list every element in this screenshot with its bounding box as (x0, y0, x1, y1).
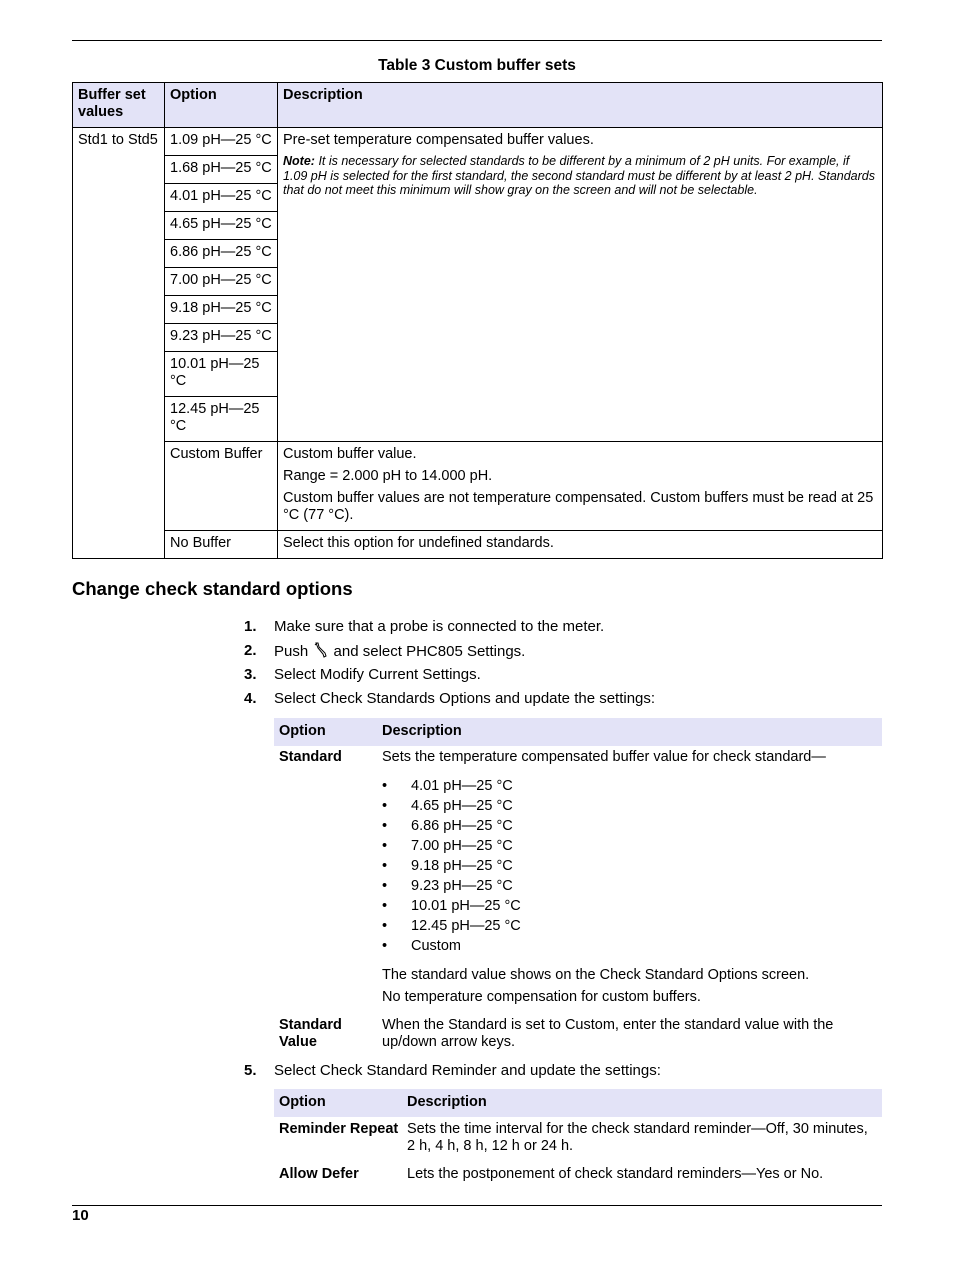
option-cell: 9.23 pH—25 °C (165, 324, 278, 352)
reminder-repeat-label: Reminder Repeat (279, 1121, 399, 1137)
section-title: Change check standard options (72, 578, 353, 599)
standard-value-item: 7.00 pH—25 °C (411, 838, 513, 854)
custom-description-cell (278, 442, 883, 531)
bullet: • (382, 778, 388, 794)
note-text: It is necessary for selected standards to be different by a minimum of 2 pH units. For example, if 1.09 pH is selected for the first standard, the second standard must be different by at least 2 pH. Standards that do not meet this minimum will show gray on the screen and will not be selectable. (283, 154, 875, 197)
header-option: Option (165, 83, 278, 128)
step-number: 1. (244, 618, 257, 635)
standard-value-item: Custom (411, 938, 461, 954)
table-caption: Table 3 Custom buffer sets (378, 57, 576, 74)
preset-description: Pre-set temperature compensated buffer values. (283, 132, 594, 148)
option-cell: 1.09 pH—25 °C (165, 128, 278, 156)
note-label: Note: (283, 154, 315, 168)
table-row (73, 442, 883, 531)
bullet: • (382, 918, 388, 934)
description-cell: Select this option for undefined standards. (278, 531, 883, 559)
standard-value-item: 6.86 pH—25 °C (411, 818, 513, 834)
header-option: Option (279, 1094, 326, 1110)
standard-value-item: 4.65 pH—25 °C (411, 798, 513, 814)
standard-value-item: 4.01 pH—25 °C (411, 778, 513, 794)
wrench-icon (314, 642, 327, 662)
standard-label: Standard (279, 749, 342, 765)
header-description: Description (382, 723, 462, 739)
header-description: Description (407, 1094, 487, 1110)
header-description: Description (278, 83, 883, 128)
custom-desc-line: Custom buffer values are not temperature compensated. Custom buffers must be read at 25 °C (77 °C). (283, 490, 874, 523)
option-cell: 7.00 pH—25 °C (165, 268, 278, 296)
standard-value-description: When the Standard is set to Custom, enter the standard value with the up/down arrow keys. (382, 1017, 834, 1050)
page-number: 10 (72, 1207, 89, 1224)
header-option: Option (279, 723, 326, 739)
standard-description: Sets the temperature compensated buffer value for check standard— (382, 749, 826, 765)
table-header-row (274, 718, 882, 746)
bullet: • (382, 858, 388, 874)
standard-value-item: 9.18 pH—25 °C (411, 858, 513, 874)
step-text: Make sure that a probe is connected to the meter. (274, 618, 605, 635)
step-text: Select Check Standard Reminder and update the settings: (274, 1062, 661, 1079)
custom-desc-line: Custom buffer value. (283, 446, 417, 462)
reminder-table (274, 1089, 882, 1189)
step-text (274, 642, 525, 662)
option-cell: 12.45 pH—25 °C (165, 397, 278, 442)
option-cell: Custom Buffer (165, 442, 278, 531)
table-row (73, 128, 883, 156)
custom-buffer-table (72, 82, 883, 559)
step-number: 4. (244, 690, 257, 707)
option-cell: 4.01 pH—25 °C (165, 184, 278, 212)
step-text: Select Modify Current Settings. (274, 666, 481, 683)
standard-value-label: Standard Value (279, 1017, 342, 1050)
bullet: • (382, 798, 388, 814)
option-cell: No Buffer (165, 531, 278, 559)
step-text-before: Push (274, 643, 309, 660)
top-rule (72, 40, 882, 41)
table-header-row (274, 1089, 882, 1117)
option-cell: 4.65 pH—25 °C (165, 212, 278, 240)
allow-defer-label: Allow Defer (279, 1166, 359, 1182)
standard-value-item: 12.45 pH—25 °C (411, 918, 521, 934)
reminder-repeat-description: Sets the time interval for the check standard reminder—Off, 30 minutes, 2 h, 4 h, 8 h, 12 h or 24 h. (407, 1121, 868, 1154)
table-header-row (73, 83, 883, 128)
standard-note: The standard value shows on the Check Standard Options screen. (382, 967, 810, 983)
step-number: 3. (244, 666, 257, 683)
option-cell: 1.68 pH—25 °C (165, 156, 278, 184)
note (283, 154, 877, 198)
step-number: 2. (244, 642, 257, 659)
standard-note: No temperature compensation for custom buffers. (382, 989, 701, 1005)
bullet: • (382, 818, 388, 834)
allow-defer-description: Lets the postponement of check standard reminders—Yes or No. (407, 1166, 824, 1182)
buffer-set-cell: Std1 to Std5 (73, 128, 165, 559)
option-cell: 9.18 pH—25 °C (165, 296, 278, 324)
bullet: • (382, 878, 388, 894)
option-cell: 6.86 pH—25 °C (165, 240, 278, 268)
step-text: Select Check Standards Options and update the settings: (274, 690, 656, 707)
preset-description-cell (278, 128, 883, 442)
bullet: • (382, 938, 388, 954)
standard-value-item: 10.01 pH—25 °C (411, 898, 521, 914)
table-row (73, 531, 883, 559)
option-cell: 10.01 pH—25 °C (165, 352, 278, 397)
standard-value-item: 9.23 pH—25 °C (411, 878, 513, 894)
check-standard-table (274, 718, 882, 1058)
bottom-rule (72, 1205, 882, 1206)
custom-desc-line: Range = 2.000 pH to 14.000 pH. (283, 468, 493, 484)
step-number: 5. (244, 1062, 257, 1079)
header-buffer-set: Buffer set values (73, 83, 165, 128)
bullet: • (382, 838, 388, 854)
bullet: • (382, 898, 388, 914)
step-text-after: and select PHC805 Settings. (333, 643, 526, 660)
